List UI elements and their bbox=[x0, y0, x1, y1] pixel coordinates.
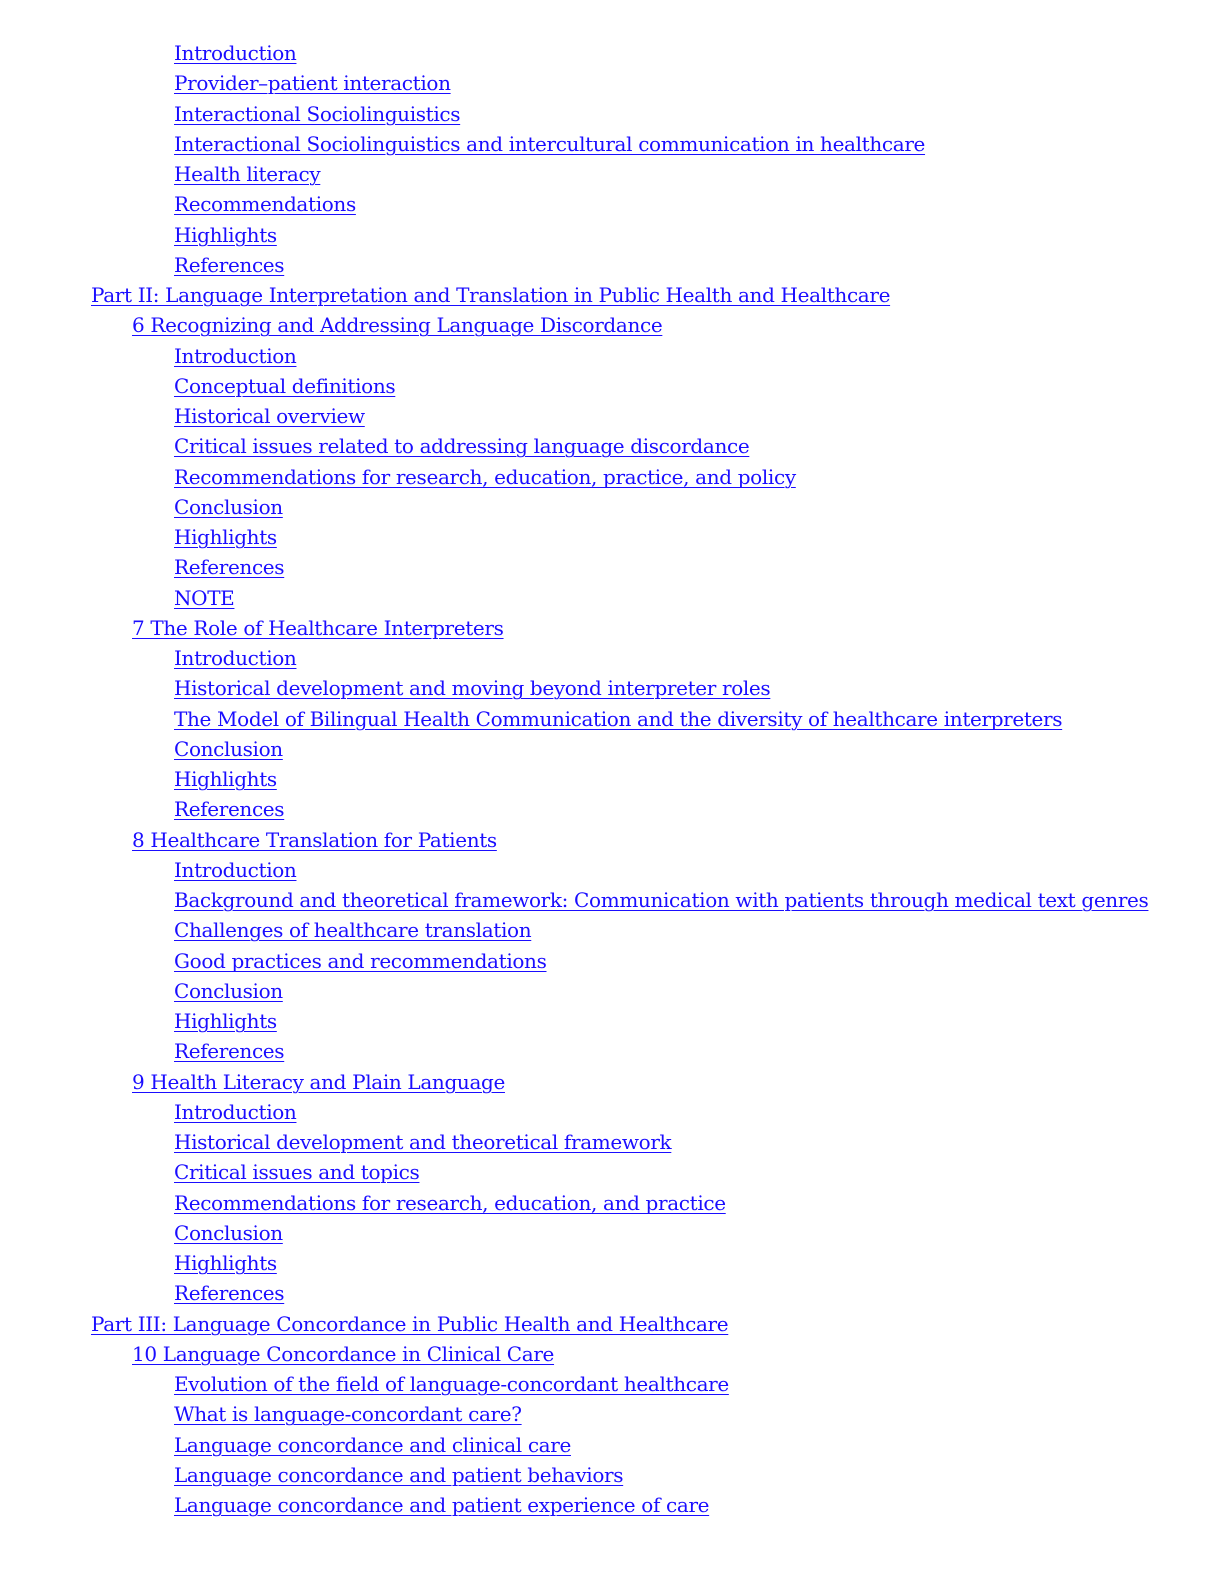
toc-entry bbox=[0, 1369, 1224, 1399]
toc-entry bbox=[0, 1067, 1224, 1097]
toc-section-link[interactable]: Highlights bbox=[174, 1251, 277, 1275]
toc-entry bbox=[0, 1430, 1224, 1460]
toc-entry bbox=[0, 1399, 1224, 1429]
toc-section-link[interactable]: NOTE bbox=[174, 585, 235, 610]
toc-entry bbox=[0, 673, 1224, 703]
toc-section-link[interactable]: Introduction bbox=[174, 857, 297, 882]
toc-chapter-link[interactable]: 7 The Role of Healthcare Interpreters bbox=[132, 615, 504, 640]
toc-entry bbox=[0, 310, 1224, 340]
toc-entry bbox=[0, 915, 1224, 945]
toc-entry bbox=[0, 159, 1224, 189]
toc-section-link[interactable]: References bbox=[174, 797, 285, 822]
toc-entry bbox=[0, 885, 1224, 915]
toc-section-link[interactable]: Highlights bbox=[174, 525, 277, 549]
toc-entry bbox=[0, 1248, 1224, 1278]
toc-section-link[interactable]: Health literacy bbox=[174, 162, 321, 186]
toc-entry bbox=[0, 1278, 1224, 1308]
toc-section-link[interactable]: Challenges of healthcare translation bbox=[174, 918, 532, 943]
toc-section-link[interactable]: References bbox=[174, 1039, 285, 1064]
toc-entry bbox=[0, 462, 1224, 492]
toc-section-link[interactable]: Critical issues and topics bbox=[174, 1160, 420, 1185]
toc-entry bbox=[0, 1097, 1224, 1127]
toc-section-link[interactable]: What is language-concordant care? bbox=[174, 1402, 522, 1427]
toc-section-link[interactable]: Interactional Sociolinguistics bbox=[174, 101, 461, 126]
toc-section-link[interactable]: Evolution of the field of language-concordant healthcare bbox=[174, 1372, 729, 1396]
toc-entry bbox=[0, 1188, 1224, 1218]
toc-entry bbox=[0, 976, 1224, 1006]
toc-section-link[interactable]: Good practices and recommendations bbox=[174, 948, 547, 973]
toc-entry bbox=[0, 68, 1224, 98]
toc-part-link[interactable]: Part II: Language Interpretation and Translation in Public Health and Healthcare bbox=[91, 283, 891, 307]
toc-section-link[interactable]: Language concordance and patient experience of care bbox=[174, 1493, 710, 1517]
toc-section-link[interactable]: Recommendations for research, education, practice, and policy bbox=[174, 464, 796, 489]
toc-section-link[interactable]: References bbox=[174, 252, 285, 277]
toc-entry bbox=[0, 1006, 1224, 1036]
toc-entry bbox=[0, 1127, 1224, 1157]
toc-entry bbox=[0, 250, 1224, 280]
toc-section-link[interactable]: Critical issues related to addressing language discordance bbox=[174, 434, 750, 459]
toc-entry bbox=[0, 1490, 1224, 1520]
toc-chapter-link[interactable]: 6 Recognizing and Addressing Language Discordance bbox=[132, 313, 663, 338]
toc-entry bbox=[0, 764, 1224, 794]
toc-entry bbox=[0, 1157, 1224, 1187]
toc-section-link[interactable]: Introduction bbox=[174, 1099, 297, 1124]
toc-section-link[interactable]: Interactional Sociolinguistics and intercultural communication in healthcare bbox=[174, 131, 926, 156]
toc-section-link[interactable]: Historical development and theoretical framework bbox=[174, 1130, 672, 1154]
toc-section-link[interactable]: Provider–patient interaction bbox=[174, 71, 451, 96]
toc-chapter-link[interactable]: 10 Language Concordance in Clinical Care bbox=[132, 1341, 555, 1366]
toc-entry bbox=[0, 1460, 1224, 1490]
toc-section-link[interactable]: Recommendations for research, education, and practice bbox=[174, 1190, 726, 1215]
toc-entry bbox=[0, 946, 1224, 976]
toc-entry bbox=[0, 1309, 1224, 1339]
toc-entry bbox=[0, 38, 1224, 68]
toc-entry bbox=[0, 643, 1224, 673]
toc-entry bbox=[0, 431, 1224, 461]
toc-section-link[interactable]: Conclusion bbox=[174, 736, 283, 761]
toc-entry bbox=[0, 794, 1224, 824]
toc-section-link[interactable]: Conceptual definitions bbox=[174, 373, 396, 398]
toc-entry bbox=[0, 99, 1224, 129]
toc-entry bbox=[0, 129, 1224, 159]
toc-entry bbox=[0, 220, 1224, 250]
toc-section-link[interactable]: Highlights bbox=[174, 767, 277, 791]
toc-entry bbox=[0, 583, 1224, 613]
toc-chapter-link[interactable]: 9 Health Literacy and Plain Language bbox=[132, 1069, 505, 1094]
toc-entry bbox=[0, 371, 1224, 401]
toc-entry bbox=[0, 1339, 1224, 1369]
toc-entry bbox=[0, 613, 1224, 643]
toc-entry bbox=[0, 189, 1224, 219]
toc-section-link[interactable]: Highlights bbox=[174, 1009, 277, 1033]
toc-section-link[interactable]: References bbox=[174, 555, 285, 580]
toc-entry bbox=[0, 704, 1224, 734]
toc-entry bbox=[0, 280, 1224, 310]
toc-section-link[interactable]: Introduction bbox=[174, 41, 297, 65]
toc-section-link[interactable]: The Model of Bilingual Health Communication and the diversity of healthcare interpreters bbox=[174, 706, 1063, 731]
table-of-contents bbox=[0, 38, 1224, 1520]
toc-section-link[interactable]: Introduction bbox=[174, 646, 297, 670]
toc-entry bbox=[0, 522, 1224, 552]
toc-section-link[interactable]: Historical development and moving beyond interpreter roles bbox=[174, 676, 771, 701]
toc-entry bbox=[0, 734, 1224, 764]
toc-section-link[interactable]: Conclusion bbox=[174, 1220, 283, 1245]
toc-entry bbox=[0, 825, 1224, 855]
toc-section-link[interactable]: Language concordance and clinical care bbox=[174, 1432, 571, 1457]
toc-entry bbox=[0, 552, 1224, 582]
toc-section-link[interactable]: References bbox=[174, 1281, 285, 1306]
toc-section-link[interactable]: Introduction bbox=[174, 343, 297, 368]
toc-section-link[interactable]: Historical overview bbox=[174, 404, 365, 428]
toc-chapter-link[interactable]: 8 Healthcare Translation for Patients bbox=[132, 827, 497, 852]
toc-part-link[interactable]: Part III: Language Concordance in Public Health and Healthcare bbox=[91, 1311, 729, 1336]
toc-entry bbox=[0, 1036, 1224, 1066]
toc-entry bbox=[0, 401, 1224, 431]
toc-section-link[interactable]: Conclusion bbox=[174, 494, 283, 519]
toc-entry bbox=[0, 492, 1224, 522]
toc-entry bbox=[0, 855, 1224, 885]
toc-section-link[interactable]: Recommendations bbox=[174, 192, 356, 217]
toc-section-link[interactable]: Language concordance and patient behaviors bbox=[174, 1462, 624, 1487]
toc-section-link[interactable]: Conclusion bbox=[174, 978, 283, 1003]
toc-section-link[interactable]: Background and theoretical framework: Communication with patients through medical text genres bbox=[174, 888, 1149, 912]
toc-entry bbox=[0, 1218, 1224, 1248]
toc-entry bbox=[0, 341, 1224, 371]
toc-section-link[interactable]: Highlights bbox=[174, 222, 277, 247]
